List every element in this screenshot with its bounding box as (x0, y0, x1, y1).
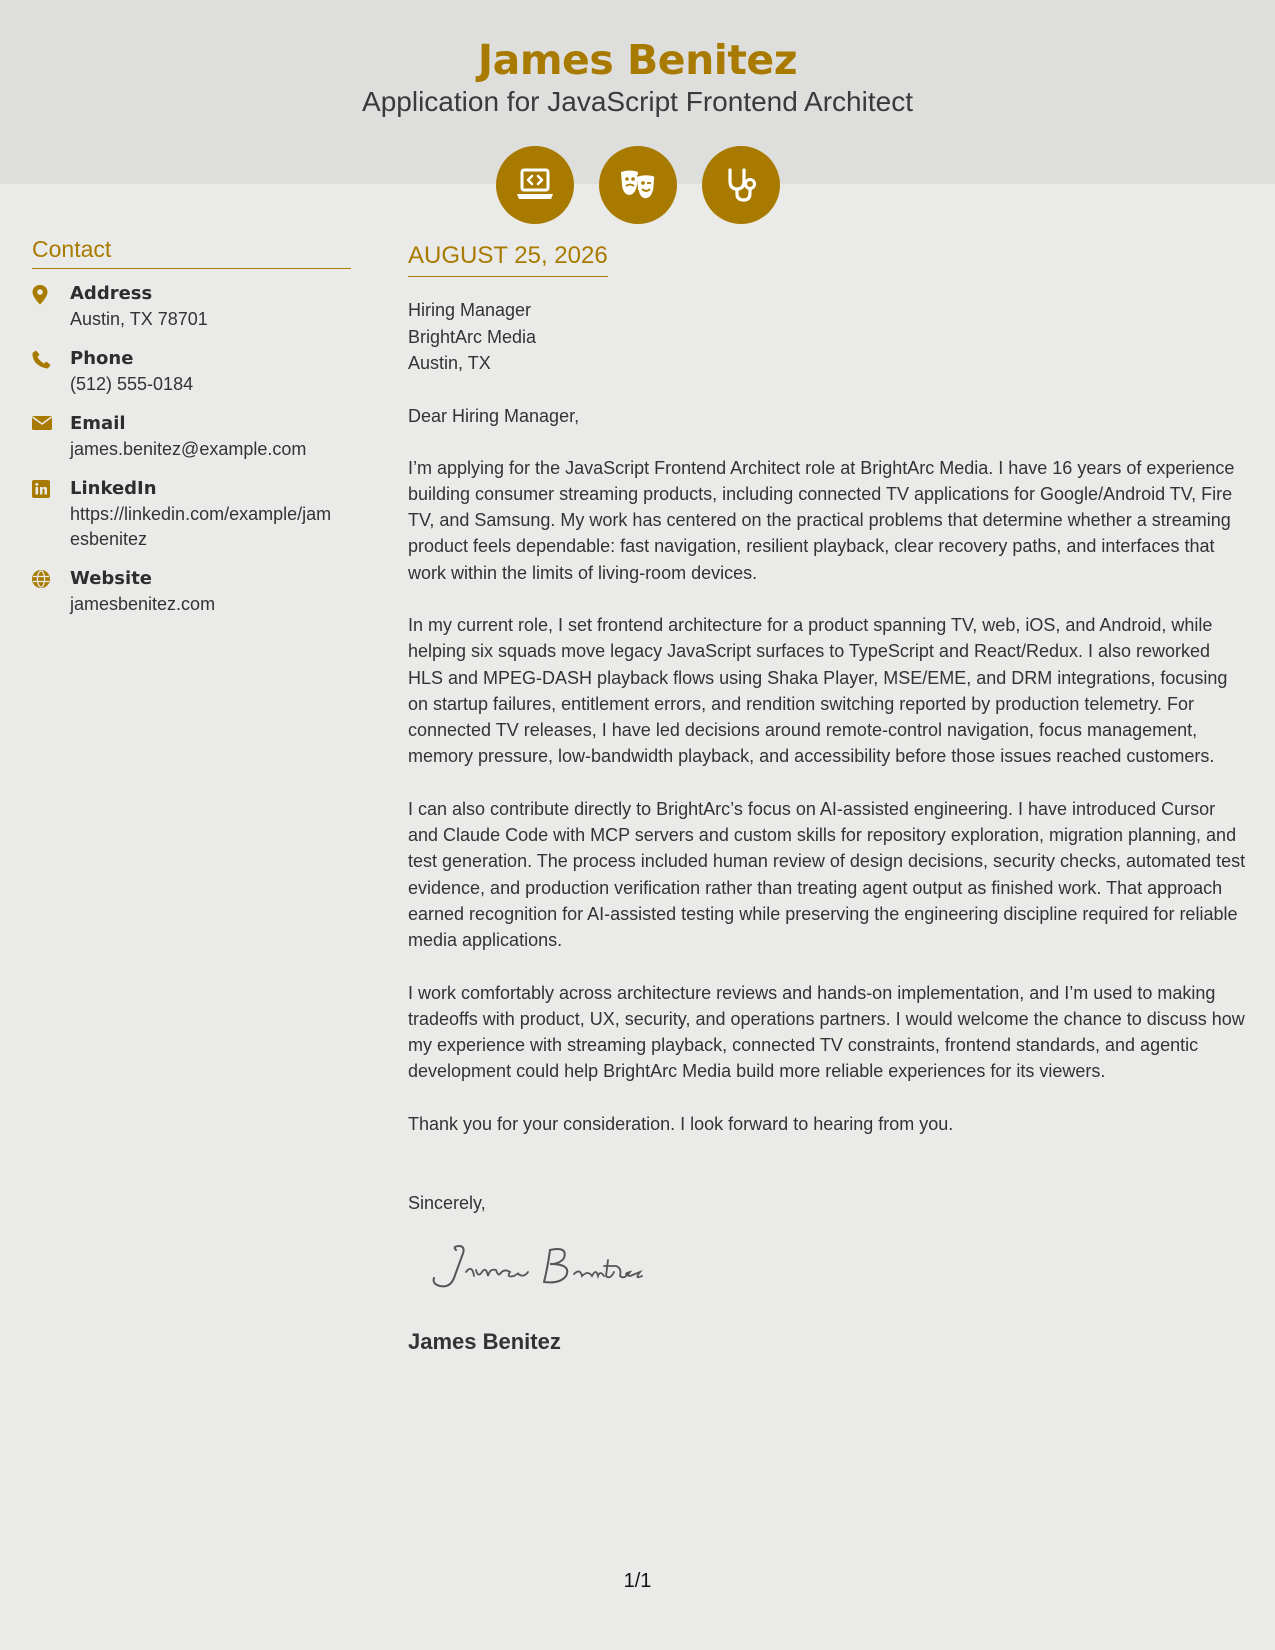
envelope-icon (32, 411, 70, 462)
contact-website (32, 566, 351, 617)
website-label: Website (70, 568, 153, 589)
laptop-code-icon (496, 146, 574, 224)
letter-paragraph: I work comfortably across architecture reviews and hands-on implementation, and I’m used to making tradeoffs with product, UX, security, and operations partners. I would welcome the chance to discuss how my experience with streaming playback, connected TV constraints, frontend standards, and agentic development could help BrightArc Media build more reliable experiences for its viewers. (408, 982, 1245, 1082)
signer-name: James Benitez (408, 1329, 561, 1355)
applicant-name: James Benitez (477, 36, 798, 84)
letter-paragraph: Thank you for your consideration. I look forward to hearing from you. (408, 1113, 954, 1134)
globe-icon (32, 566, 70, 617)
recipient-line: Austin, TX (408, 353, 491, 373)
recipient-line: BrightArc Media (408, 326, 537, 347)
page-number: 1/1 (623, 1570, 652, 1592)
recipient-block (408, 297, 1248, 377)
contact-linkedin (32, 476, 351, 552)
theater-masks-icon (599, 146, 677, 224)
letter-paragraph: I can also contribute directly to BrightArc’s focus on AI-assisted engineering. I have introduced Cursor and Claude Code with MCP servers and custom skills for repository exploration, migration planning, and test generation. The process included human review of design decisions, security checks, automated test evidence, and production verification rather than treating agent output as finished work. That approach earned recognition for AI-assisted testing while preserving the engineering discipline required for reliable media applications. (408, 798, 1246, 951)
address-label: Address (70, 283, 153, 304)
phone-label: Phone (70, 348, 134, 369)
address-value: Austin, TX 78701 (70, 309, 208, 329)
email-label: Email (70, 413, 126, 434)
application-subtitle: Application for JavaScript Frontend Architect (362, 86, 913, 117)
signature-text: James Benitez (546, 1276, 554, 1278)
letter-closing: Sincerely, (408, 1193, 486, 1214)
website-value[interactable]: jamesbenitez.com (70, 594, 216, 614)
contact-phone (32, 346, 351, 397)
handwritten-signature (426, 1236, 1248, 1301)
letter-date: AUGUST 25, 2026 (408, 242, 608, 277)
letter-greeting: Dear Hiring Manager, (408, 405, 580, 426)
letter-paragraph: I’m applying for the JavaScript Frontend Architect role at BrightArc Media. I have 16 years of experience building consumer streaming products, including connected TV applications for Google/Android TV, Fire TV, and Samsung. My work has centered on the practical problems that determine whether a streaming product feels dependable: fast navigation, resilient playback, clear recovery paths, and interfaces that work within the limits of living-room devices. (408, 457, 1235, 583)
contact-address (32, 281, 351, 332)
linkedin-label: LinkedIn (70, 478, 157, 499)
contact-heading: Contact (32, 236, 351, 269)
stethoscope-icon (702, 146, 780, 224)
map-pin-icon (32, 281, 70, 332)
linkedin-value[interactable]: https://linkedin.com/example/jamesbenitez (70, 504, 332, 549)
contact-sidebar (32, 236, 351, 631)
phone-icon (32, 346, 70, 397)
linkedin-icon (32, 476, 70, 552)
email-value[interactable]: james.benitez@example.com (70, 439, 307, 459)
letter-paragraph: In my current role, I set frontend architecture for a product spanning TV, web, iOS, and Android, while helping six squads move legacy JavaScript surfaces to TypeScript and React/Redux. I also reworked HLS and MPEG-DASH playback flows using Shaka Player, MSE/EME, and DRM integrations, focusing on startup failures, entitlement errors, and rendition switching reported by production telemetry. For connected TV releases, I have led decisions around remote-control navigation, focus management, memory pressure, low-bandwidth playback, and accessibility before those issues reached customers. (408, 614, 1228, 767)
letter-body (408, 242, 1248, 1355)
phone-value[interactable]: (512) 555-0184 (70, 374, 194, 394)
recipient-line: Hiring Manager (408, 300, 532, 320)
interest-icons (496, 146, 780, 224)
contact-email (32, 411, 351, 462)
